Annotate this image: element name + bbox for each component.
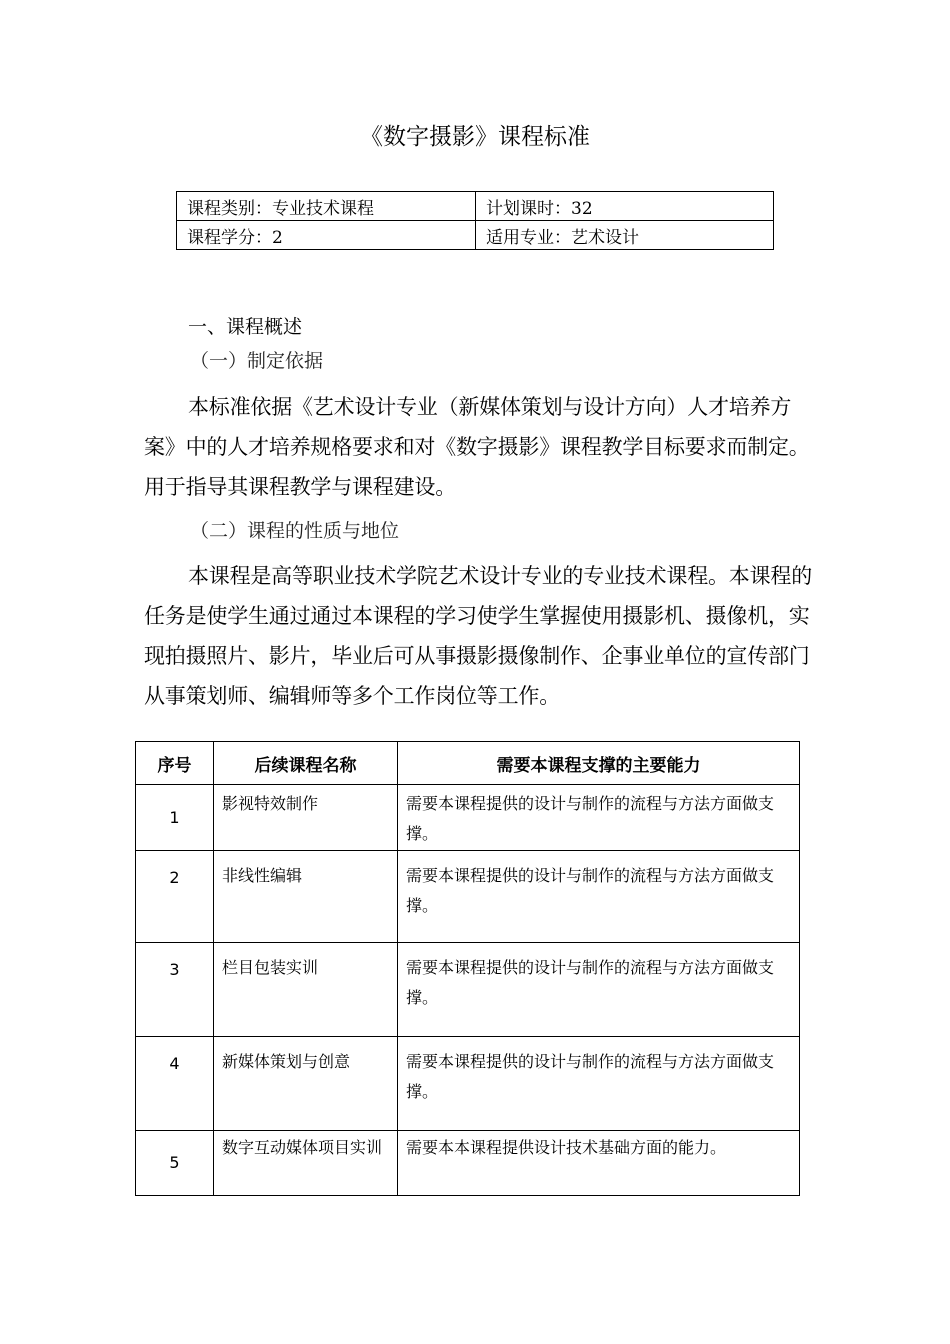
row-number: 5 <box>136 1131 214 1196</box>
paragraph-basis: 本标准依据《艺术设计专业（新媒体策划与设计方向）人才培养方案》中的人才培养规格要求和对《数字摄影》课程教学目标要求而制定。用于指导其课程教学与课程建设。 <box>144 395 810 499</box>
row-ability: 需要本课程提供的设计与制作的流程与方法方面做支撑。 <box>398 851 800 943</box>
table-row <box>136 1037 800 1131</box>
header-course-name: 后续课程名称 <box>214 742 398 785</box>
subsection-heading-nature: （二）课程的性质与地位 <box>190 520 400 542</box>
table-row <box>136 1131 800 1196</box>
header-ability: 需要本课程支撑的主要能力 <box>398 742 800 785</box>
header-number: 序号 <box>136 742 214 785</box>
row-course-name: 非线性编辑 <box>214 851 398 943</box>
major-cell: 适用专业：艺术设计 <box>476 221 774 250</box>
row-number: 2 <box>136 851 214 943</box>
course-type-cell: 课程类别：专业技术课程 <box>177 192 476 221</box>
table-header-row <box>136 742 800 785</box>
subsection-heading-basis: （一）制定依据 <box>190 350 324 372</box>
row-course-name: 数字互动媒体项目实训 <box>214 1131 398 1196</box>
table-row <box>136 785 800 851</box>
credits-cell: 课程学分：2 <box>177 221 476 250</box>
row-ability: 需要本课程提供的设计与制作的流程与方法方面做支撑。 <box>398 943 800 1037</box>
table-row <box>136 943 800 1037</box>
row-ability: 需要本课程提供的设计与制作的流程与方法方面做支撑。 <box>398 1037 800 1131</box>
row-number: 1 <box>136 785 214 851</box>
row-ability: 需要本课程提供的设计与制作的流程与方法方面做支撑。 <box>398 785 800 851</box>
row-course-name: 新媒体策划与创意 <box>214 1037 398 1131</box>
section-heading-overview: 一、课程概述 <box>188 316 303 338</box>
row-number: 3 <box>136 943 214 1037</box>
course-info-table <box>176 191 774 250</box>
follow-up-courses-table <box>135 741 800 1196</box>
row-course-name: 影视特效制作 <box>214 785 398 851</box>
row-course-name: 栏目包装实训 <box>214 943 398 1037</box>
planned-hours-cell: 计划课时：32 <box>476 192 774 221</box>
row-number: 4 <box>136 1037 214 1131</box>
paragraph-nature: 本课程是高等职业技术学院艺术设计专业的专业技术课程。本课程的任务是使学生通过通过本课程的学习使学生掌握使用摄影机、摄像机，实现拍摄照片、影片，毕业后可从事摄影摄像制作、企事业单位的宣传部门从事策划师、编辑师等多个工作岗位等工作。 <box>144 564 812 708</box>
document-title: 《数字摄影》课程标准 <box>360 124 590 150</box>
table-row <box>136 851 800 943</box>
row-ability: 需要本本课程提供设计技术基础方面的能力。 <box>398 1131 800 1196</box>
